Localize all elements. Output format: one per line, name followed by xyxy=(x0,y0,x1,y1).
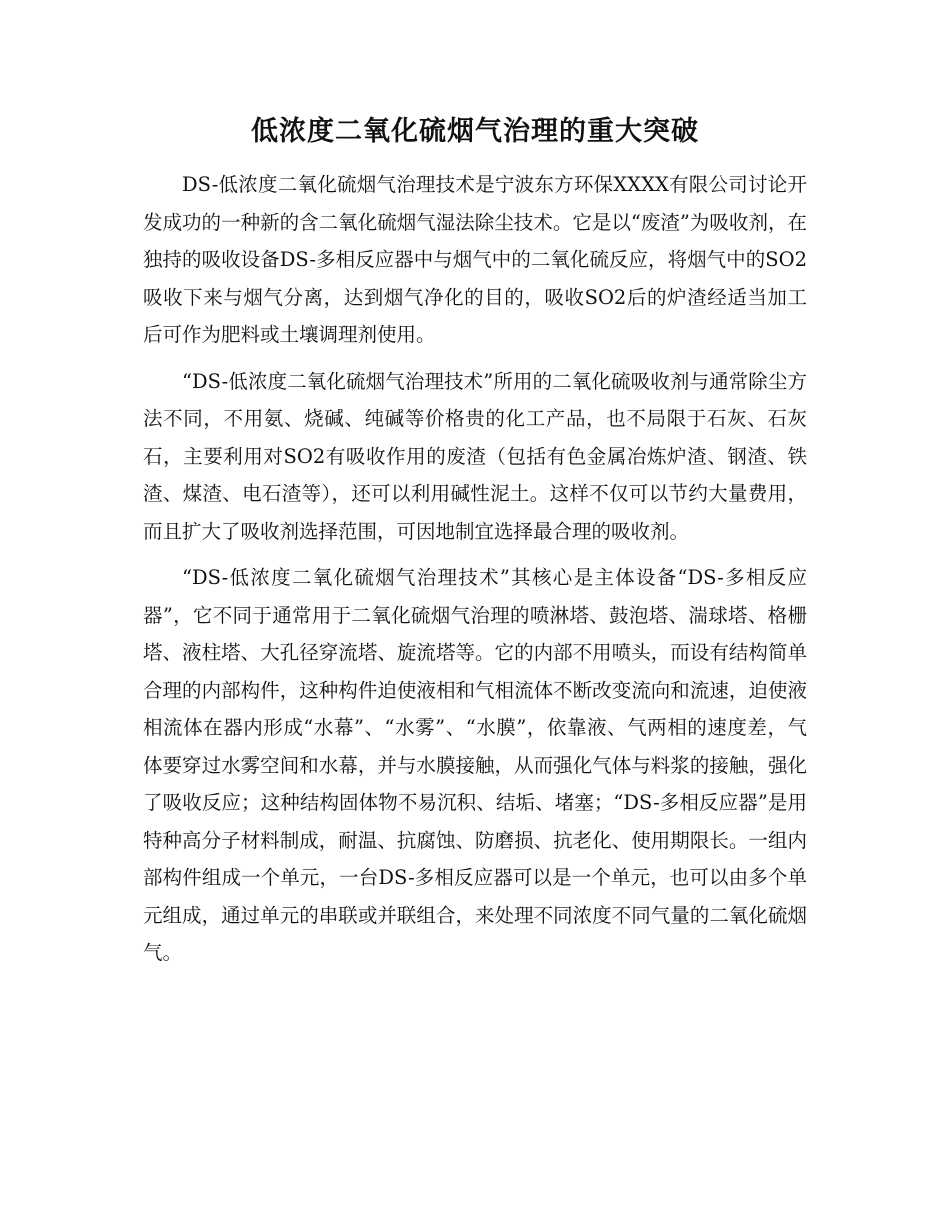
paragraph-3: “DS-低浓度二氧化硫烟气治理技术”其核心是主体设备“DS-多相反应器”，它不同于通常用于二氧化硫烟气治理的喷淋塔、鼓泡塔、湍球塔、格栅塔、液柱塔、大孔径穿流塔、旋流塔等。它的内部不用喷头，而设有结构简单合理的内部构件，这种构件迫使液相和气相流体不断改变流向和流速，迫使液相流体在器内形成“水幕”、“水雾”、“水膜”，依靠液、气两相的速度差，气体要穿过水雾空间和水幕，并与水膜接触，从而强化气体与料浆的接触，强化了吸收反应；这种结构固体物不易沉积、结垢、堵塞；“DS-多相反应器”是用特种高分子材料制成，耐温、抗腐蚀、防磨损、抗老化、使用期限长。一组内部构件组成一个单元，一台DS-多相反应器可以是一个单元，也可以由多个单元组成，通过单元的串联或并联组合，来处理不同浓度不同气量的二氧化硫烟气。 xyxy=(143,566,807,964)
document-body xyxy=(143,166,807,972)
paragraph-2: “DS-低浓度二氧化硫烟气治理技术”所用的二氧化硫吸收剂与通常除尘方法不同，不用氨、烧碱、纯碱等价格贵的化工产品，也不局限于石灰、石灰石，主要利用对SO2有吸收作用的废渣（包括有色金属冶炼炉渣、钢渣、铁渣、煤渣、电石渣等），还可以利用碱性泥土。这样不仅可以节约大量费用，而且扩大了吸收剂选择范围，可因地制宜选择最合理的吸收剂。 xyxy=(143,369,807,543)
document-title: 低浓度二氧化硫烟气治理的重大突破 xyxy=(251,116,699,147)
paragraph-1: DS-低浓度二氧化硫烟气治理技术是宁波东方环保XXXX有限公司讨论开发成功的一种新的含二氧化硫烟气湿法除尘技术。它是以“废渣”为吸收剂，在独持的吸收设备DS-多相反应器中与烟气中的二氧化硫反应，将烟气中的SO2吸收下来与烟气分离，达到烟气净化的目的，吸收SO2后的炉渣经适当加工后可作为肥料或土壤调理剂使用。 xyxy=(143,173,807,346)
